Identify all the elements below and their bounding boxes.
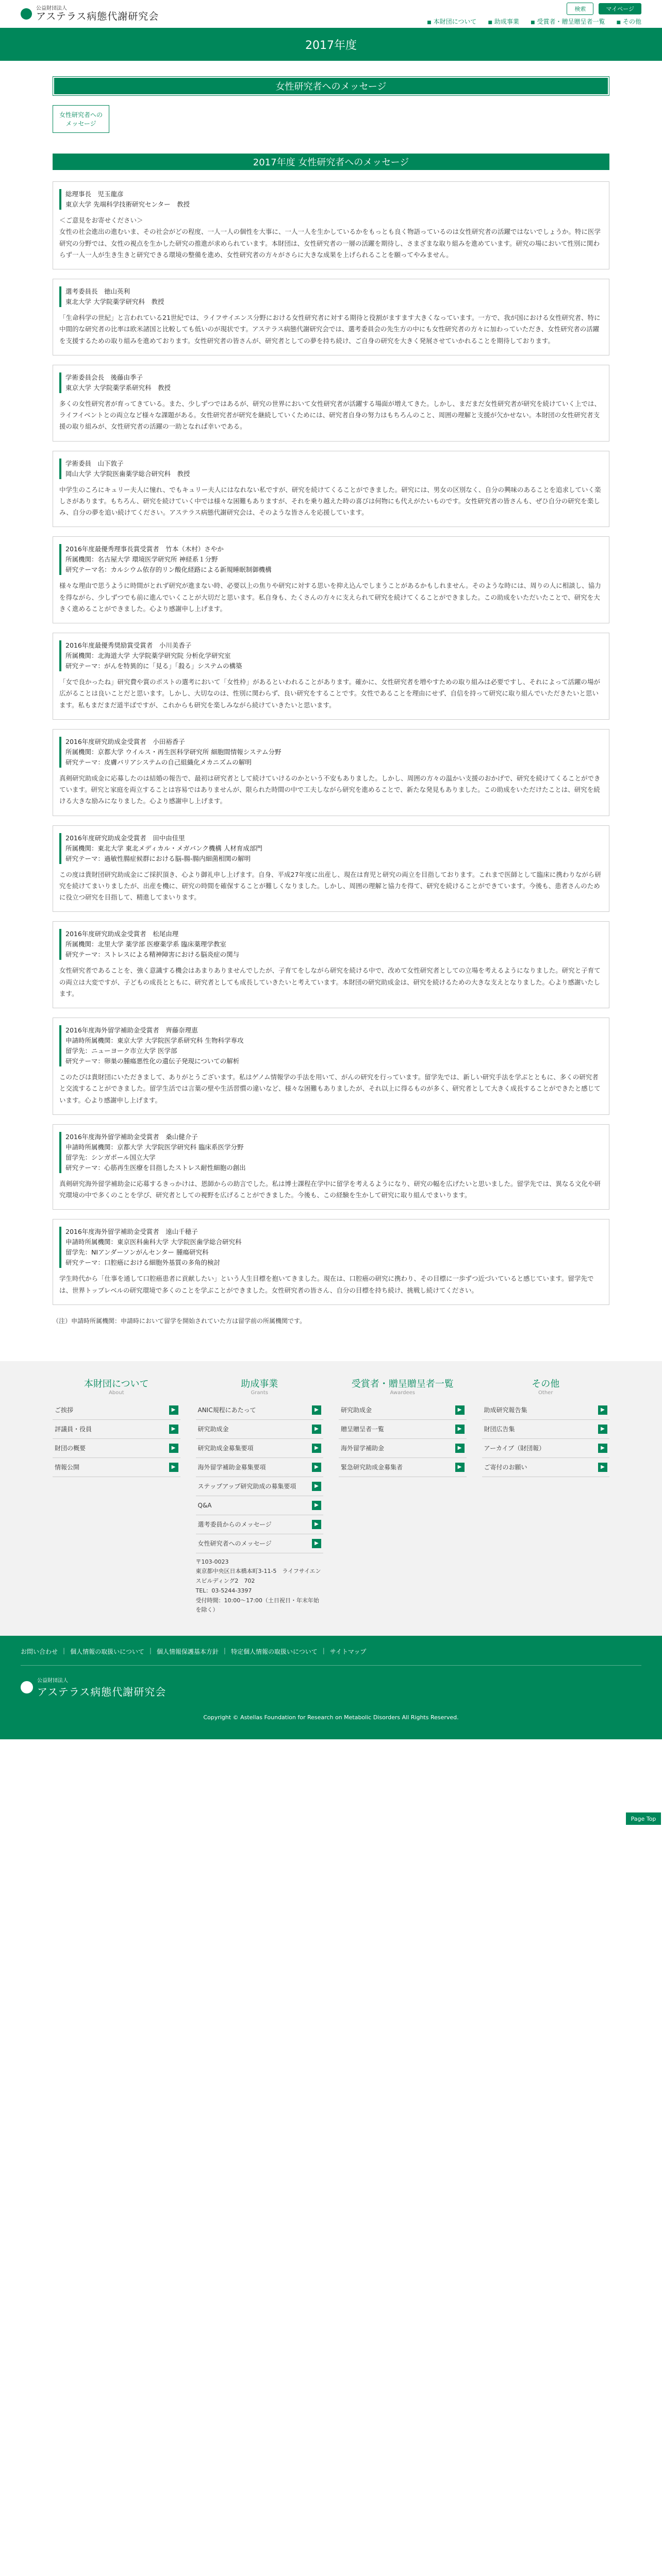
message-meta xyxy=(59,372,603,393)
message-meta-line: 申請時所属機関：東京大学 大学院医学系研究科 生物科学専攻 xyxy=(65,1037,244,1044)
message-card xyxy=(53,633,609,720)
message-meta xyxy=(59,459,603,479)
message-meta-line: 2016年度海外留学補助金受賞者 桑山健介子 xyxy=(65,1132,198,1141)
message-body: 「生命科学の世紀」と言われている21世紀では、ライフサイエンス分野における女性研究者に対する期待と役割がますます大きくなっています。一方で、我が国における女性研究者、特に中間的な研究者の比率は欧米諸国と比較しても低いのが現状です。アステラス病態代謝研究会では、選考委員会の先生方の中にも女性研究者の方々に加わっていただき、女性研究者の活躍を支援するための取り組みを進めております。女性研究者の皆さんが、研究者としての夢を持ち続け、ご自身の研究を大きく発展させていかれることを期待しております。 xyxy=(59,314,601,345)
message-meta-line: 2016年度最優秀奨励賞受賞者 小川美香子 xyxy=(65,641,192,649)
message-meta-line: 所属機関：京都大学 ウイルス・再生医科学研究所 細胞間情報システム分野 xyxy=(65,748,282,756)
message-meta-line: 2016年度研究助成金受賞者 小田裕香子 xyxy=(65,737,185,745)
chevron-right-icon: ▶ xyxy=(598,1463,607,1472)
message-meta xyxy=(59,286,603,307)
message-meta-line: 2016年度海外留学補助金受賞者 齊藤奈理恵 xyxy=(65,1026,198,1034)
message-meta-line: 留学先：ニューヨーク市立大学 医学部 xyxy=(65,1047,177,1055)
footer-nav-item-label: ステップアップ研究助成の募集要項 xyxy=(197,1483,296,1490)
footer-column-heading: 助成事業 xyxy=(241,1378,278,1389)
message-meta xyxy=(59,1025,603,1066)
footer-column-subheading: Awardees xyxy=(390,1389,416,1396)
footer-nav-item-label: 贈呈贈呈者一覧 xyxy=(341,1426,385,1433)
chevron-right-icon: ▶ xyxy=(455,1425,465,1434)
message-meta-line: 所属機関：北海道大学 大学院薬学研究院 分析化学研究室 xyxy=(65,652,231,659)
message-meta-line: 岡山大学 大学院医歯薬学総合研究科 教授 xyxy=(65,469,190,478)
footer-logo[interactable] xyxy=(21,1676,166,1699)
footnote: （注）申請時所属機関：申請時において留学を開始されていた方は留学前の所属機関です。 xyxy=(53,1317,306,1325)
footer-nav-item-label: ご寄付のお願い xyxy=(484,1464,527,1471)
footer-nav-item[interactable] xyxy=(482,1420,610,1439)
message-meta xyxy=(59,1227,603,1268)
message-meta-line: 留学先：シンガポール国立大学 xyxy=(65,1153,156,1161)
message-meta xyxy=(59,833,603,864)
message-meta-line: 留学先：NIアンダーソンがんセンター 腫瘍研究科 xyxy=(65,1248,209,1257)
footer-nav-item-label: 海外留学補助金募集要項 xyxy=(197,1464,266,1471)
footer-nav-item-label: 海外留学補助金 xyxy=(341,1445,385,1452)
message-body: この度は貴財団研究助成金にご採択頂き、心より御礼申し上げます。自身、平成27年度に出産し、現在は育児と研究の両立を目指しております。これまで医師として臨床に携わりながら研究を続けてまいりましたが、出産を機に、研究の時間を確保することが難しくなりました。しかし、周囲の理解と協力を得て、研究を続けることができています。今後も、患者さんのために役立つ研究を目指して、精進してまいります。 xyxy=(59,870,601,901)
message-card xyxy=(53,729,609,816)
message-card xyxy=(53,181,609,269)
message-body: 中学生のころにキュリー夫人に憧れ、でもキュリー夫人にはなれない私ですが、研究を続けてくることができました。研究には、男女の区別なく、自分の興味のあることを追求していく楽しさがあります。もちろん、研究を続けていく中では様々な困難もありますが、それを乗り越えた時の喜びは何物にも代えがたいものです。女性研究者の皆さんも、ぜひ自分の研究を楽しみ、自分の夢を追い続けてください。アステラス病態代謝研究会は、そのような皆さんを応援しています。 xyxy=(59,485,601,516)
mypage-button[interactable]: マイページ xyxy=(599,3,641,14)
chevron-right-icon: ▶ xyxy=(455,1463,465,1472)
footer-nav-item[interactable] xyxy=(196,1496,324,1515)
footer-nav-item[interactable] xyxy=(53,1439,180,1458)
footer-nav-item-label: 選考委員からのメッセージ xyxy=(197,1521,272,1529)
footer-column-heading: 本財団について xyxy=(84,1378,149,1389)
footer-nav-item-label: 緊急研究助成金募集者 xyxy=(341,1464,403,1471)
footer-nav-item[interactable] xyxy=(196,1534,324,1553)
footer-nav-item-label: 財団の概要 xyxy=(55,1445,86,1452)
message-meta-line: 学術委員会長 後藤由季子 xyxy=(65,373,143,381)
message-body: ＜ご意見をお寄せください＞ 女性の社会進出の進むいま、その社会がどの程度、一人一人の個性を大事に、一人一人を生かしているかをもっとも良く物語っているのは女性研究者の活躍ではないでしょうか。特に医学研究の分野では、女性の視点を生かした研究の推進が求められています。本財団は、女性研究者の一層の活躍を期待し、さまざまな取り組みを進めています。研究の場において性別に関わらず一人一人が生き生きと研究できる環境の整備を進め、女性研究者の方々がさらに大きな成果を上げられることを願ってやみません。 xyxy=(59,216,601,259)
nav-grants[interactable]: ■ 助成事業 xyxy=(488,17,519,26)
footer-column-subheading: Grants xyxy=(251,1389,268,1396)
message-body: 多くの女性研究者が育ってきている。また、少しずつではあるが、研究の世界において女性研究者が活躍する場面が増えてきた。しかし、まだまだ女性研究者が研究を続けていく上では、ライフイベントとの両立など様々な課題がある。女性研究者が研究を継続していくためには、研究者自身の努力はもちろんのこと、周囲の理解と支援が欠かせない。本財団の女性研究者支援の取り組みが、女性研究者の活躍の一助となれば幸いである。 xyxy=(59,399,601,431)
message-list xyxy=(53,181,609,1305)
footer-nav-item[interactable] xyxy=(196,1401,324,1420)
message-meta-line: 選考委員長 徳山英利 xyxy=(65,287,130,295)
footer-nav-item[interactable] xyxy=(196,1477,324,1496)
message-meta-line: 総理事長 児玉龍彦 xyxy=(65,190,124,198)
footer-nav-item[interactable] xyxy=(339,1439,467,1458)
footer-link[interactable]: お問い合わせ xyxy=(21,1648,58,1655)
footer-link-separator: | xyxy=(63,1647,65,1654)
toc xyxy=(53,105,609,133)
footer-column xyxy=(339,1377,467,1615)
footer-column-heading: その他 xyxy=(532,1378,560,1389)
chevron-right-icon: ▶ xyxy=(455,1444,465,1453)
footer-nav-item-label: 助成研究報告集 xyxy=(484,1406,527,1414)
footer-logo-mark-icon xyxy=(21,1681,33,1693)
footer-address: 〒103-0023 東京都中央区日本橋本町3-11-5 ライフサイエンスビルディング2 702 TEL：03-5244-3397 受付時間：10:00〜17:00（土日祝日・年末年始を除く） xyxy=(195,1558,321,1614)
footer-nav-item[interactable] xyxy=(482,1401,610,1420)
message-meta-line: 2016年度海外留学補助金受賞者 遠山千穂子 xyxy=(65,1228,198,1236)
chevron-right-icon: ▶ xyxy=(598,1405,607,1415)
message-meta-line: 東北大学 大学院薬学研究科 教授 xyxy=(65,298,164,306)
chevron-right-icon: ▶ xyxy=(169,1444,178,1453)
footer-link-separator: | xyxy=(322,1647,325,1654)
message-meta-line: 研究テーマ：過敏性腸症候群における脳-腸-腸内細菌相関の解明 xyxy=(65,854,251,862)
footer-links xyxy=(21,1647,641,1666)
footer-column-subheading: About xyxy=(108,1389,124,1396)
footer-nav-item-label: 情報公開 xyxy=(55,1464,80,1471)
footer-nav-item[interactable] xyxy=(196,1515,324,1534)
message-card xyxy=(53,1018,609,1115)
main-content xyxy=(53,61,609,1361)
footer-nav-item-label: 財団広告集 xyxy=(484,1426,515,1433)
footer-nav-item-label: 女性研究者へのメッセージ xyxy=(197,1540,272,1548)
footer-logo-subtitle: 公益財団法人 xyxy=(37,1677,68,1684)
footer-link[interactable]: サイトマップ xyxy=(329,1648,367,1655)
message-meta-line: 申請時所属機関：東京医科歯科大学 大学院医歯学総合研究科 xyxy=(65,1238,242,1246)
chevron-right-icon: ▶ xyxy=(312,1501,321,1510)
section-heading: 女性研究者へのメッセージ xyxy=(54,78,608,94)
message-card xyxy=(53,1124,609,1210)
nav-awardees[interactable]: ■ 受賞者・贈呈贈呈者一覧 xyxy=(531,17,605,26)
footer-nav-item[interactable] xyxy=(53,1458,180,1477)
footer-nav-item-label: 研究助成金 xyxy=(197,1426,229,1433)
chevron-right-icon: ▶ xyxy=(312,1405,321,1415)
footer-link[interactable]: 個人情報保護基本方針 xyxy=(156,1648,219,1655)
chevron-right-icon: ▶ xyxy=(169,1463,178,1472)
global-nav xyxy=(427,17,641,26)
message-meta xyxy=(59,640,603,671)
message-card xyxy=(53,825,609,912)
message-meta-line: 学術委員 山下敦子 xyxy=(65,459,124,467)
message-meta xyxy=(59,1132,603,1173)
footer-nav-item[interactable] xyxy=(482,1458,610,1477)
message-meta-line: 2016年度最優秀理事長賞受賞者 竹本（木村）さやか xyxy=(65,545,224,553)
footer-nav-item[interactable] xyxy=(196,1458,324,1477)
message-meta-line: 研究テーマ名：カルシウム依存的リン酸化経路による新規睡眠制御機構 xyxy=(65,566,272,574)
footer-nav-item[interactable] xyxy=(339,1401,467,1420)
message-card xyxy=(53,451,609,528)
chevron-right-icon: ▶ xyxy=(312,1425,321,1434)
logo-title: アステラス病態代謝研究会 xyxy=(36,11,159,23)
message-meta xyxy=(59,544,603,575)
chevron-right-icon: ▶ xyxy=(312,1539,321,1548)
message-meta xyxy=(59,737,603,768)
message-meta xyxy=(59,189,603,210)
site-header xyxy=(0,0,662,28)
chevron-right-icon: ▶ xyxy=(312,1444,321,1453)
chevron-right-icon: ▶ xyxy=(598,1444,607,1453)
message-card xyxy=(53,921,609,1008)
chevron-right-icon: ▶ xyxy=(169,1405,178,1415)
chevron-right-icon: ▶ xyxy=(169,1425,178,1434)
message-meta-line: 申請時所属機関：京都大学 大学院医学研究科 臨床系医学分野 xyxy=(65,1143,244,1151)
footer-nav-item-label: ANIC規程にあたって xyxy=(197,1406,256,1414)
nav-about[interactable]: ■ 本財団について xyxy=(427,17,476,26)
logo-subtitle: 公益財団法人 xyxy=(36,6,67,12)
message-meta-line: 東京大学 先端科学技術研究センター 教授 xyxy=(65,200,190,208)
footer-nav-item[interactable] xyxy=(196,1420,324,1439)
footer-link-separator: | xyxy=(223,1647,226,1654)
message-card xyxy=(53,1219,609,1305)
message-meta-line: 研究テーマ：心筋再生医療を目指したストレス耐性細胞の創出 xyxy=(65,1163,246,1172)
message-body: 学生時代から「仕事を通して口腔癌患者に貢献したい」という人生目標を抱いてきました。現在は、口腔癌の研究に携わり、その目標に一歩ずつ近づいていると感じています。留学先では、世界トップレベルの研究環境で多くのことを学ぶことができました。女性研究者の皆さん、自分の目標を持ち続け、挑戦し続けてください。 xyxy=(59,1275,594,1294)
page-top-button[interactable]: Page Top xyxy=(626,1812,661,1825)
message-body: 真剣研究海外留学補助金に応募するきっかけは、恩師からの助言でした。私は博士課程在学中に留学を考えるようになり、研究の幅を広げたいと思いました。留学先では、異なる文化や研究環境の中で多くのことを学び、研究者としての視野を広げることができました。今後も、この経験を生かして研究に取り組んでまいります。 xyxy=(59,1179,601,1199)
chevron-right-icon: ▶ xyxy=(312,1463,321,1472)
message-meta-line: 研究テーマ：ストレスによる精神障害における脳炎症の関与 xyxy=(65,951,240,959)
site-logo[interactable] xyxy=(21,6,159,22)
message-body: 「女で良かったね」研究費や賞のポストの選考において「女性枠」があるといわれることがあります。確かに、女性研究者を増やすための取り組みは必要ですし、それによって活躍の場が広がることは良いことだと思います。しかし、大切なのは、性別に関わらず、良い研究をすることです。女性であることを理由にせず、自信を持って研究に取り組んでいただきたいと思います。私もまだまだ道半ばですが、これからも研究を楽しみながら続けていきたいと思います。 xyxy=(59,678,601,709)
footer-column xyxy=(482,1377,610,1615)
message-meta-line: 所属機関：名古屋大学 環境医学研究所 神経系１分野 xyxy=(65,555,218,564)
message-meta xyxy=(59,929,603,960)
footer-link-separator: | xyxy=(149,1647,152,1654)
message-card xyxy=(53,279,609,355)
chevron-right-icon: ▶ xyxy=(598,1425,607,1434)
footer-nav-item-label: 研究助成金募集要項 xyxy=(197,1445,254,1452)
message-meta-line: 研究テーマ：口腔癌における細胞外基質の多角的検討 xyxy=(65,1259,221,1267)
footer-bar xyxy=(0,1636,662,1739)
message-body: 様々な理由で思うように時間がとれず研究が進まない時、必要以上の焦りや研究に対する思いを抑え込んでしまうことがあるかもしれません。そのような時には、周りの人に相談し、協力を得ながら、少しずつでも前に進んでいくことが大切だと思います。私自身も、たくさんの方々に支えられて研究を続けてくることができました。この助成をいただいたことで、研究を大きく進めることができました。心より感謝申し上げます。 xyxy=(59,582,601,613)
message-meta-line: 2016年度研究助成金受賞者 松尾由理 xyxy=(65,930,179,938)
footer-nav-item-label: 研究助成金 xyxy=(341,1406,372,1414)
footer-nav xyxy=(0,1361,662,1636)
message-meta-line: 所属機関：北里大学 薬学部 医療薬学系 臨床薬理学教室 xyxy=(65,940,226,948)
message-meta-line: 研究テーマ：皮膚バリアシステムの自己組織化メカニズムの解明 xyxy=(65,758,252,766)
message-card xyxy=(53,536,609,623)
message-card xyxy=(53,365,609,442)
message-meta-line: 研究テーマ：卵巣の腫瘍悪性化の遺伝子発現についての解析 xyxy=(65,1057,240,1065)
footer-nav-item-label: Q&A xyxy=(197,1501,212,1509)
footer-logo-title: アステラス病態代謝研究会 xyxy=(37,1685,167,1698)
footer-column xyxy=(196,1377,324,1615)
chevron-right-icon: ▶ xyxy=(312,1482,321,1491)
footer-nav-item[interactable] xyxy=(482,1439,610,1458)
message-meta-line: 研究テーマ：がんを特異的に「見る」「殺る」システムの構築 xyxy=(65,662,242,670)
chevron-right-icon: ▶ xyxy=(312,1520,321,1529)
footer-column-heading: 受賞者・贈呈贈呈者一覧 xyxy=(351,1378,454,1389)
footer-link[interactable]: 個人情報の取扱いについて xyxy=(70,1648,144,1655)
footer-nav-item[interactable] xyxy=(53,1401,180,1420)
footer-column xyxy=(53,1377,180,1615)
message-body: 女性研究者であることを、強く意識する機会はあまりありませんでしたが、子育てをしながら研究を続ける中で、改めて女性研究者としての立場を考えるようになりました。研究と子育ての両立は大変ですが、子どもの成長とともに、研究者としても成長していきたいと考えています。本財団の研究助成金は、研究を続けるための大きな支えとなりました。心より感謝いたします。 xyxy=(59,967,601,997)
footer-nav-item-label: 評議員・役員 xyxy=(55,1426,92,1433)
search-button[interactable]: 検索 xyxy=(567,3,593,15)
footer-nav-item-label: ご挨拶 xyxy=(55,1406,74,1414)
footer-nav-item-label: アーカイブ（財団報） xyxy=(484,1445,545,1452)
footer-nav-item[interactable] xyxy=(53,1420,180,1439)
footer-nav-item[interactable] xyxy=(339,1458,467,1477)
footer-nav-item[interactable] xyxy=(196,1439,324,1458)
message-meta-line: 東京大学 大学院薬学系研究科 教授 xyxy=(65,383,171,392)
message-meta-line: 2016年度研究助成金受賞者 田中由佳里 xyxy=(65,834,185,842)
message-body: このたびは貴財団にいただきまして、ありがとうございます。私はゲノム情報学の手法を用いて、がんの研究を行っています。留学先では、新しい研究手法を学ぶとともに、多くの研究者と交流することができました。留学生活では言葉の壁や生活習慣の違いなど、様々な困難もありましたが、それ以上に得るものが多く、研究者として大きく成長することができたと感じています。心より感謝申し上げます。 xyxy=(59,1073,601,1104)
nav-other[interactable]: ■ その他 xyxy=(616,17,641,26)
footer-nav-item[interactable] xyxy=(339,1420,467,1439)
copyright: Copyright © Astellas Foundation for Research on Metabolic Disorders All Rights Reserved. xyxy=(203,1714,459,1721)
page-title: 2017年度 xyxy=(0,28,662,61)
message-meta-line: 所属機関：東北大学 東北メディカル・メガバンク機構 人材育成部門 xyxy=(65,844,262,852)
footer-column-subheading: Other xyxy=(538,1389,553,1396)
message-body: 真剣研究助成金に応募したのは結婚の報告で、最初は研究者として続けていけるのかという不安もありました。しかし、周囲の方々の温かい支援のおかげで、研究を続けてくることができています。研究と家庭を両立することは容易ではありませんが、限られた時間の中で工夫しながら研究を進めることで、新たな発見もありました。この助成をいただけたことは、研究を続ける大きな励みになりました。心より感謝申し上げます。 xyxy=(59,774,601,805)
chevron-right-icon: ▶ xyxy=(455,1405,465,1415)
footer-link[interactable]: 特定個人情報の取扱いについて xyxy=(230,1648,318,1655)
logo-mark-icon xyxy=(21,8,32,20)
message-title: 2017年度 女性研究者へのメッセージ xyxy=(53,154,609,170)
toc-item-women-message[interactable]: 女性研究者への メッセージ xyxy=(53,105,109,133)
